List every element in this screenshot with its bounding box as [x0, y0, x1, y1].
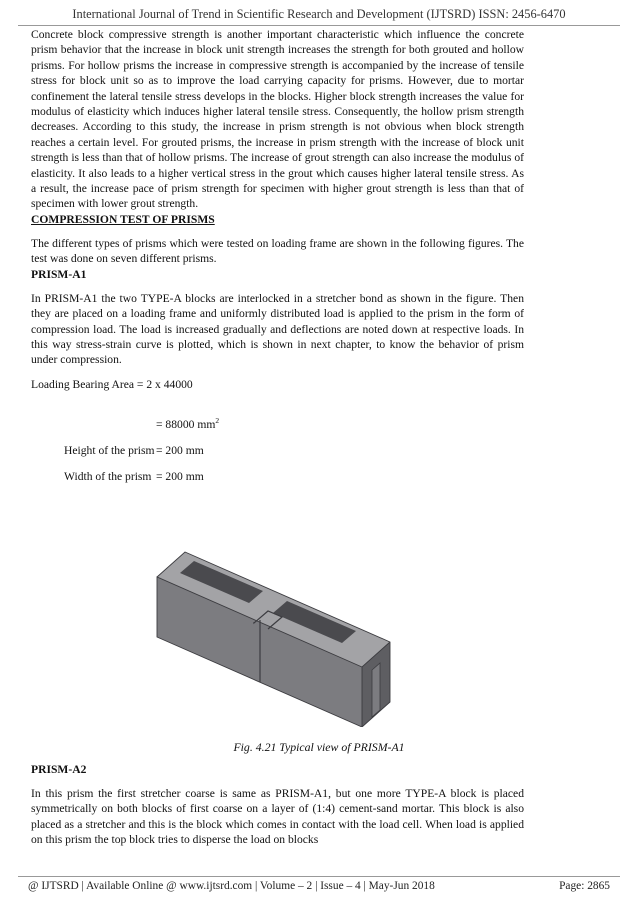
- page-footer: [28, 880, 610, 892]
- loading-area-line: Loading Bearing Area = 2 x 44000: [31, 377, 193, 391]
- main-content: [31, 27, 524, 484]
- height-label: Height of the prism: [64, 444, 155, 458]
- footer-page-number: Page: 2865: [559, 880, 610, 892]
- width-value: = 200 mm: [156, 470, 204, 484]
- footer-journal-info: @ IJTSRD | Available Online @ www.ijtsrd.com | Volume – 2 | Issue – 4 | May-Jun 2018: [28, 880, 435, 892]
- footer-divider: [18, 876, 620, 877]
- width-row: [31, 469, 524, 484]
- heading-prism-a1: PRISM-A1: [31, 267, 87, 281]
- journal-header: International Journal of Trend in Scientific Research and Development (IJTSRD) ISSN: 2456-6470: [72, 7, 566, 21]
- height-value: = 200 mm: [156, 444, 204, 458]
- paragraph-prism-a2: In this prism the first stretcher coarse is same as PRISM-A1, but one more TYPE-A block is placed symmetrically on both blocks of first coarse on a layer of (1:4) cement-sand mortar. This block is also placed as a stretcher and this is the block which comes in contact with the load cell. When load is applied on this prism the top block tries to disperse the load on blocks: [31, 787, 524, 847]
- width-label: Width of the prism: [64, 470, 152, 484]
- paragraph-compression-test: The different types of prisms which were tested on loading frame are shown in the following figures. The test was done on seven different prisms.: [31, 236, 524, 266]
- paragraph-block-strength: Concrete block compressive strength is another important characteristic which influence the concrete prism behavior that the increase in block unit strength increases the strength for both grouted and hollow prisms. For hollow prisms the increase in compressive strength is accompanied by the increase of tensile stress for block unit so as to improve the load carrying capacity for prisms. However, due to mortar confinement the lateral tensile stress develops in the blocks. Higher block strength increases the value for modulus of elasticity which induces higher lateral tensile stress. Consequently, the hollow prism strength decreases. According to this study, the increase in prism strength is not obvious when block strength reaches a certain level. For grouted prisms, the increase in prism strength with the increase of block unit strength is less than that of hollow prisms. The increase of grout strength can also increase the modulus of elasticity. It also leads to a higher vertical stress in the grout which causes higher lateral tensile stress. As a result, the increase pace of prism strength for specimen with higher grout strength is less than that of specimen with lower grout strength.: [31, 28, 524, 211]
- height-row: [31, 443, 524, 458]
- paragraph-prism-a1: In PRISM-A1 the two TYPE-A blocks are interlocked in a stretcher bond as shown in the figure. Then they are placed on a loading frame and uniformly distributed load is applied to the prism in the form of compression load. The load is increased gradually and deflections are noted down at respective loads. In this way stress-strain curve is plotted, which is shown in next chapter, to know the behavior of prism under compression.: [31, 291, 524, 367]
- block-end-groove: [372, 663, 380, 717]
- heading-compression-test: COMPRESSION TEST OF PRISMS: [31, 212, 215, 226]
- heading-prism-a2: PRISM-A2: [31, 763, 87, 776]
- prism-a2-section: [31, 762, 524, 848]
- area-value: = 88000 $mm^2$: [156, 416, 220, 432]
- prism-a1-figure: [150, 537, 400, 727]
- figure-caption: Fig. 4.21 Typical view of PRISM-A1: [233, 740, 405, 754]
- header-divider: [18, 25, 620, 26]
- area-value-row: [31, 417, 524, 432]
